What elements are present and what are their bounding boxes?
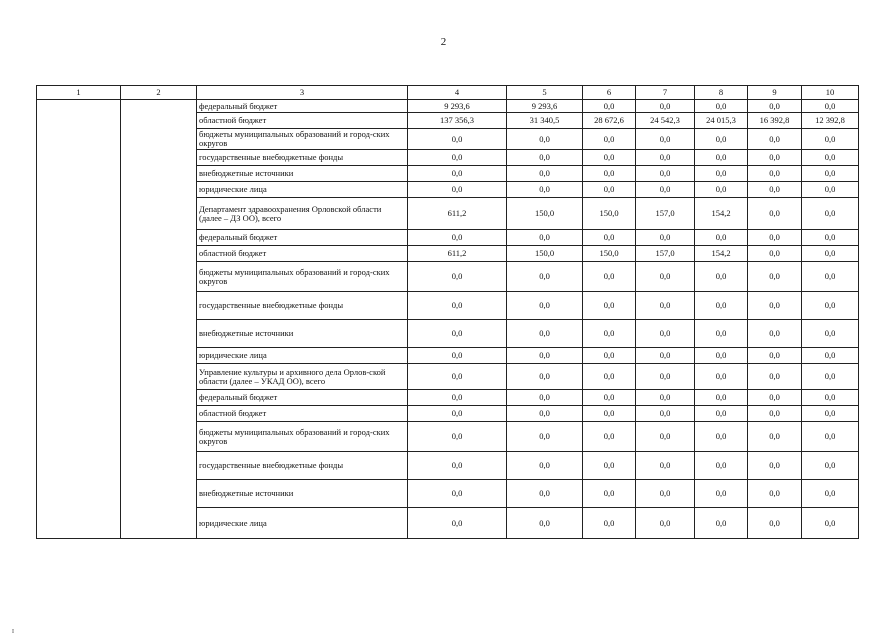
row-label: федеральный бюджет	[197, 390, 408, 406]
value-cell-col5: 0,0	[507, 364, 583, 390]
row-label: областной бюджет	[197, 113, 408, 129]
value-cell-col10: 12 392,8	[802, 113, 859, 129]
value-cell-col10: 0,0	[802, 230, 859, 246]
row-label: внебюджетные источники	[197, 166, 408, 182]
value-cell-col5: 0,0	[507, 320, 583, 348]
value-cell-col4: 0,0	[408, 150, 507, 166]
value-cell-col6: 28 672,6	[583, 113, 636, 129]
value-cell-col9: 0,0	[748, 129, 802, 150]
value-cell-col9: 0,0	[748, 230, 802, 246]
value-cell-col4: 0,0	[408, 230, 507, 246]
value-cell-col4: 0,0	[408, 348, 507, 364]
value-cell-col7: 0,0	[636, 150, 695, 166]
value-cell-col9: 0,0	[748, 246, 802, 262]
value-cell-col9: 0,0	[748, 198, 802, 230]
value-cell-col8: 0,0	[695, 364, 748, 390]
row-label: федеральный бюджет	[197, 230, 408, 246]
row-label: федеральный бюджет	[197, 100, 408, 113]
row-label: областной бюджет	[197, 246, 408, 262]
value-cell-col9: 0,0	[748, 100, 802, 113]
page-number: 2	[440, 36, 447, 48]
value-cell-col5: 0,0	[507, 230, 583, 246]
value-cell-col5: 0,0	[507, 182, 583, 198]
value-cell-col7: 0,0	[636, 390, 695, 406]
col-header-8: 8	[695, 86, 748, 100]
value-cell-col6: 0,0	[583, 508, 636, 539]
value-cell-col8: 154,2	[695, 198, 748, 230]
value-cell-col5: 9 293,6	[507, 100, 583, 113]
value-cell-col6: 0,0	[583, 320, 636, 348]
value-cell-col4: 611,2	[408, 198, 507, 230]
value-cell-col5: 0,0	[507, 166, 583, 182]
value-cell-col9: 0,0	[748, 390, 802, 406]
value-cell-col5: 0,0	[507, 406, 583, 422]
value-cell-col10: 0,0	[802, 348, 859, 364]
value-cell-col10: 0,0	[802, 390, 859, 406]
value-cell-col10: 0,0	[802, 129, 859, 150]
value-cell-col4: 0,0	[408, 262, 507, 292]
value-cell-col8: 0,0	[695, 100, 748, 113]
value-cell-col9: 0,0	[748, 348, 802, 364]
value-cell-col9: 0,0	[748, 406, 802, 422]
col2-blank-cell	[121, 100, 197, 539]
value-cell-col10: 0,0	[802, 320, 859, 348]
value-cell-col8: 0,0	[695, 390, 748, 406]
value-cell-col4: 0,0	[408, 129, 507, 150]
value-cell-col6: 0,0	[583, 348, 636, 364]
row-label: бюджеты муниципальных образований и город-ских округов	[197, 422, 408, 452]
value-cell-col10: 0,0	[802, 480, 859, 508]
col1-blank-cell	[37, 100, 121, 539]
value-cell-col6: 0,0	[583, 182, 636, 198]
budget-table	[36, 85, 859, 539]
value-cell-col7: 0,0	[636, 262, 695, 292]
value-cell-col7: 0,0	[636, 320, 695, 348]
value-cell-col7: 0,0	[636, 166, 695, 182]
row-label: юридические лица	[197, 348, 408, 364]
value-cell-col8: 0,0	[695, 129, 748, 150]
value-cell-col8: 0,0	[695, 452, 748, 480]
value-cell-col7: 157,0	[636, 198, 695, 230]
row-label: юридические лица	[197, 508, 408, 539]
value-cell-col7: 0,0	[636, 292, 695, 320]
col-header-5: 5	[507, 86, 583, 100]
value-cell-col8: 0,0	[695, 182, 748, 198]
value-cell-col4: 0,0	[408, 452, 507, 480]
corner-mark: I	[12, 629, 14, 635]
value-cell-col7: 0,0	[636, 480, 695, 508]
value-cell-col8: 0,0	[695, 320, 748, 348]
value-cell-col9: 0,0	[748, 292, 802, 320]
table-row	[37, 100, 859, 113]
value-cell-col4: 0,0	[408, 422, 507, 452]
value-cell-col6: 0,0	[583, 166, 636, 182]
value-cell-col9: 0,0	[748, 480, 802, 508]
value-cell-col10: 0,0	[802, 246, 859, 262]
value-cell-col9: 0,0	[748, 150, 802, 166]
value-cell-col4: 137 356,3	[408, 113, 507, 129]
value-cell-col8: 0,0	[695, 262, 748, 292]
value-cell-col4: 0,0	[408, 292, 507, 320]
value-cell-col6: 0,0	[583, 422, 636, 452]
value-cell-col10: 0,0	[802, 452, 859, 480]
value-cell-col5: 0,0	[507, 390, 583, 406]
value-cell-col8: 0,0	[695, 406, 748, 422]
value-cell-col10: 0,0	[802, 422, 859, 452]
row-label: бюджеты муниципальных образований и город-ских округов	[197, 262, 408, 292]
row-label: Департамент здравоохранения Орловской области (далее – ДЗ ОО), всего	[197, 198, 408, 230]
value-cell-col8: 154,2	[695, 246, 748, 262]
col-header-2: 2	[121, 86, 197, 100]
value-cell-col9: 16 392,8	[748, 113, 802, 129]
value-cell-col5: 0,0	[507, 348, 583, 364]
value-cell-col6: 0,0	[583, 129, 636, 150]
value-cell-col6: 0,0	[583, 390, 636, 406]
value-cell-col6: 0,0	[583, 364, 636, 390]
row-label: Управление культуры и архивного дела Орлов-ской области (далее – УКАД ОО), всего	[197, 364, 408, 390]
value-cell-col6: 0,0	[583, 452, 636, 480]
value-cell-col4: 0,0	[408, 390, 507, 406]
value-cell-col7: 0,0	[636, 508, 695, 539]
value-cell-col4: 0,0	[408, 166, 507, 182]
value-cell-col6: 0,0	[583, 262, 636, 292]
value-cell-col8: 0,0	[695, 230, 748, 246]
row-label: юридические лица	[197, 182, 408, 198]
value-cell-col4: 0,0	[408, 406, 507, 422]
value-cell-col7: 0,0	[636, 452, 695, 480]
value-cell-col6: 0,0	[583, 292, 636, 320]
value-cell-col4: 0,0	[408, 364, 507, 390]
value-cell-col10: 0,0	[802, 182, 859, 198]
value-cell-col8: 0,0	[695, 508, 748, 539]
value-cell-col6: 0,0	[583, 406, 636, 422]
value-cell-col6: 0,0	[583, 230, 636, 246]
row-label: бюджеты муниципальных образований и город-ских округов	[197, 129, 408, 150]
value-cell-col4: 9 293,6	[408, 100, 507, 113]
value-cell-col10: 0,0	[802, 508, 859, 539]
value-cell-col10: 0,0	[802, 166, 859, 182]
value-cell-col4: 0,0	[408, 508, 507, 539]
value-cell-col10: 0,0	[802, 198, 859, 230]
value-cell-col8: 0,0	[695, 348, 748, 364]
value-cell-col7: 0,0	[636, 422, 695, 452]
col-header-6: 6	[583, 86, 636, 100]
value-cell-col9: 0,0	[748, 320, 802, 348]
value-cell-col5: 0,0	[507, 452, 583, 480]
row-label: государственные внебюджетные фонды	[197, 452, 408, 480]
value-cell-col5: 150,0	[507, 246, 583, 262]
value-cell-col10: 0,0	[802, 100, 859, 113]
value-cell-col5: 150,0	[507, 198, 583, 230]
value-cell-col6: 0,0	[583, 100, 636, 113]
col-header-3: 3	[197, 86, 408, 100]
value-cell-col5: 0,0	[507, 508, 583, 539]
value-cell-col9: 0,0	[748, 262, 802, 292]
value-cell-col9: 0,0	[748, 364, 802, 390]
value-cell-col10: 0,0	[802, 406, 859, 422]
value-cell-col5: 31 340,5	[507, 113, 583, 129]
value-cell-col7: 0,0	[636, 364, 695, 390]
value-cell-col4: 611,2	[408, 246, 507, 262]
value-cell-col7: 0,0	[636, 348, 695, 364]
value-cell-col4: 0,0	[408, 480, 507, 508]
col-header-10: 10	[802, 86, 859, 100]
value-cell-col7: 0,0	[636, 230, 695, 246]
col-header-9: 9	[748, 86, 802, 100]
col-header-1: 1	[37, 86, 121, 100]
value-cell-col7: 24 542,3	[636, 113, 695, 129]
value-cell-col8: 0,0	[695, 150, 748, 166]
row-label: государственные внебюджетные фонды	[197, 150, 408, 166]
value-cell-col6: 150,0	[583, 198, 636, 230]
row-label: государственные внебюджетные фонды	[197, 292, 408, 320]
value-cell-col9: 0,0	[748, 182, 802, 198]
value-cell-col7: 0,0	[636, 129, 695, 150]
value-cell-col8: 0,0	[695, 292, 748, 320]
row-label: внебюджетные источники	[197, 320, 408, 348]
value-cell-col5: 0,0	[507, 262, 583, 292]
value-cell-col4: 0,0	[408, 182, 507, 198]
value-cell-col6: 150,0	[583, 246, 636, 262]
value-cell-col8: 0,0	[695, 422, 748, 452]
value-cell-col8: 0,0	[695, 480, 748, 508]
value-cell-col7: 157,0	[636, 246, 695, 262]
value-cell-col8: 0,0	[695, 166, 748, 182]
value-cell-col7: 0,0	[636, 406, 695, 422]
value-cell-col9: 0,0	[748, 508, 802, 539]
value-cell-col4: 0,0	[408, 320, 507, 348]
value-cell-col7: 0,0	[636, 100, 695, 113]
value-cell-col5: 0,0	[507, 129, 583, 150]
value-cell-col10: 0,0	[802, 150, 859, 166]
value-cell-col6: 0,0	[583, 480, 636, 508]
value-cell-col10: 0,0	[802, 262, 859, 292]
value-cell-col5: 0,0	[507, 150, 583, 166]
value-cell-col5: 0,0	[507, 292, 583, 320]
col-header-4: 4	[408, 86, 507, 100]
col-header-7: 7	[636, 86, 695, 100]
value-cell-col5: 0,0	[507, 422, 583, 452]
header-row	[37, 86, 859, 100]
value-cell-col5: 0,0	[507, 480, 583, 508]
value-cell-col10: 0,0	[802, 292, 859, 320]
value-cell-col7: 0,0	[636, 182, 695, 198]
value-cell-col9: 0,0	[748, 452, 802, 480]
value-cell-col6: 0,0	[583, 150, 636, 166]
value-cell-col8: 24 015,3	[695, 113, 748, 129]
value-cell-col10: 0,0	[802, 364, 859, 390]
row-label: внебюджетные источники	[197, 480, 408, 508]
value-cell-col9: 0,0	[748, 422, 802, 452]
row-label: областной бюджет	[197, 406, 408, 422]
value-cell-col9: 0,0	[748, 166, 802, 182]
